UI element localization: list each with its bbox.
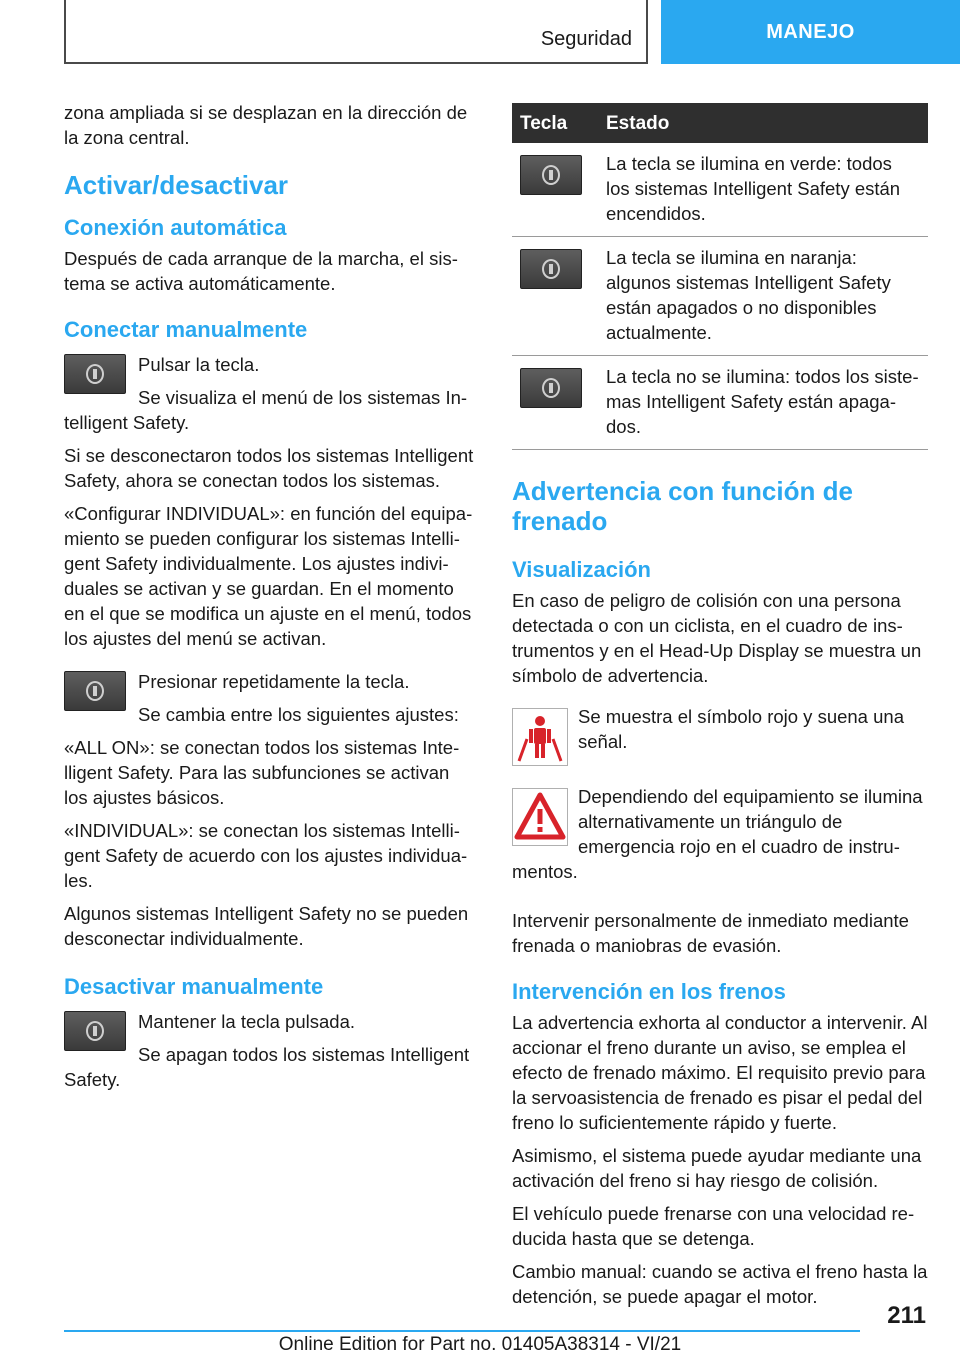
page-number: 211 bbox=[887, 1302, 926, 1329]
warning-instruction bbox=[512, 784, 928, 892]
warning-triangle-icon bbox=[512, 788, 568, 846]
heading-visualizacion: Visualización bbox=[512, 557, 651, 582]
heading-conexion-automatica: Conexión automática bbox=[64, 215, 287, 240]
paragraph: zona ampliada si se desplazan en la dirección de la zona central. bbox=[64, 102, 468, 148]
key-orange-icon bbox=[520, 249, 582, 289]
paragraph: Se muestra el símbolo rojo y suena una señal. bbox=[578, 706, 904, 752]
right-column bbox=[512, 103, 928, 1317]
table-cell: La tecla se ilumina en verde: todos los sistemas Intelligent Safety están encendidos. bbox=[598, 143, 928, 237]
paragraph: Si se desconectaron todos los sistemas Intelligent Safety, ahora se conectan todos los sistemas. bbox=[64, 445, 474, 491]
header-section: Seguridad bbox=[540, 28, 632, 50]
paragraph: Se apagan todos los sistemas Intelligent Safety. bbox=[64, 1044, 470, 1090]
paragraph: El vehículo puede frenarse con una velocidad reducida hasta que se detenga. bbox=[512, 1203, 915, 1249]
heading-desactivar-manualmente: Desactivar manualmente bbox=[64, 974, 324, 999]
paragraph: Se cambia entre los siguientes ajustes: bbox=[138, 704, 459, 725]
paragraph: Intervenir personalmente de inmediato mediante frenada o maniobras de evasión. bbox=[512, 910, 909, 956]
paragraph: «INDIVIDUAL»: se conectan los sistemas Intelligent Safety de acuerdo con los ajustes individuales. bbox=[64, 820, 468, 891]
key-off-icon bbox=[520, 368, 582, 408]
paragraph: «ALL ON»: se conectan todos los sistemas Intelligent Safety. Para las subfunciones se activan los ajustes básicos. bbox=[64, 737, 460, 808]
paragraph: Algunos sistemas Intelligent Safety no se pueden desconectar individualmente. bbox=[64, 903, 469, 949]
table-cell: La tecla se ilumina en naranja: algunos sistemas Intelligent Safety están apagados o no disponibles actualmente. bbox=[598, 237, 928, 356]
paragraph: Dependiendo del equipamiento se ilumina alternativamente un triángulo de emergencia rojo en el cuadro de instrumentos. bbox=[512, 786, 923, 882]
key-green-icon bbox=[520, 155, 582, 195]
table-cell: La tecla no se ilumina: todos los sistemas Intelligent Safety están apagados. bbox=[598, 356, 928, 450]
paragraph: En caso de peligro de colisión con una persona detectada o con un ciclista, en el cuadro de instrumentos y en el Head-Up Display se muestra un símbolo de advertencia. bbox=[512, 590, 922, 686]
intelligent-safety-key-icon bbox=[64, 671, 126, 711]
paragraph: Presionar repetidamente la tecla. bbox=[138, 671, 410, 692]
footer-divider bbox=[64, 1330, 860, 1332]
table-row bbox=[512, 143, 928, 237]
footer-edition bbox=[0, 1334, 960, 1356]
paragraph: Mantener la tecla pulsada. bbox=[138, 1011, 355, 1032]
paragraph: Cambio manual: cuando se activa el freno hasta la detención, se puede apagar el motor. bbox=[512, 1261, 928, 1307]
intelligent-safety-key-icon bbox=[64, 1011, 126, 1051]
paragraph: «Configurar INDIVIDUAL»: en función del equipamiento se pueden configurar los sistemas Intelligent Safety individualmente. Los ajustes individuales se activan y se guardan. En el momento en el que se modifica un ajuste en el menú, todos los ajustes del menú se activan. bbox=[64, 503, 473, 649]
key-instruction bbox=[64, 669, 478, 735]
heading-intervencion-frenos: Intervención en los frenos bbox=[512, 979, 786, 1004]
table-header-estado: Estado bbox=[598, 103, 928, 143]
key-instruction bbox=[64, 1009, 478, 1100]
left-column bbox=[64, 100, 478, 1100]
key-instruction bbox=[64, 352, 478, 443]
paragraph: Asimismo, el sistema puede ayudar mediante una activación del freno si hay riesgo de colisión. bbox=[512, 1145, 922, 1191]
warning-instruction bbox=[512, 704, 928, 770]
table-header-tecla: Tecla bbox=[512, 103, 598, 143]
paragraph: Pulsar la tecla. bbox=[138, 354, 260, 375]
table-row bbox=[512, 356, 928, 450]
heading-advertencia: Advertencia con función de frenado bbox=[512, 476, 853, 536]
pedestrian-warning-icon bbox=[512, 708, 568, 766]
heading-activar: Activar/desactivar bbox=[64, 170, 289, 200]
table-row bbox=[512, 237, 928, 356]
footer-edition-text: Online Edition for Part no. 01405A38314 - VI/21 bbox=[278, 1334, 682, 1355]
paragraph: Se visualiza el menú de los sistemas Intelligent Safety. bbox=[64, 387, 468, 433]
key-status-table bbox=[512, 103, 928, 450]
paragraph: Después de cada arranque de la marcha, el sistema se activa automáticamente. bbox=[64, 248, 458, 294]
intelligent-safety-key-icon bbox=[64, 354, 126, 394]
header-chapter-tab[interactable]: MANEJO bbox=[661, 0, 960, 64]
heading-conectar-manualmente: Conectar manualmente bbox=[64, 317, 308, 342]
paragraph: La advertencia exhorta al conductor a intervenir. Al accionar el freno durante un aviso, se emplea el efecto de frenado máximo. El requisito previo para la servoasistencia de frenado es pisar el pedal del freno lo suficientemente rápido y fuerte. bbox=[512, 1012, 928, 1133]
header-box bbox=[64, 0, 648, 64]
